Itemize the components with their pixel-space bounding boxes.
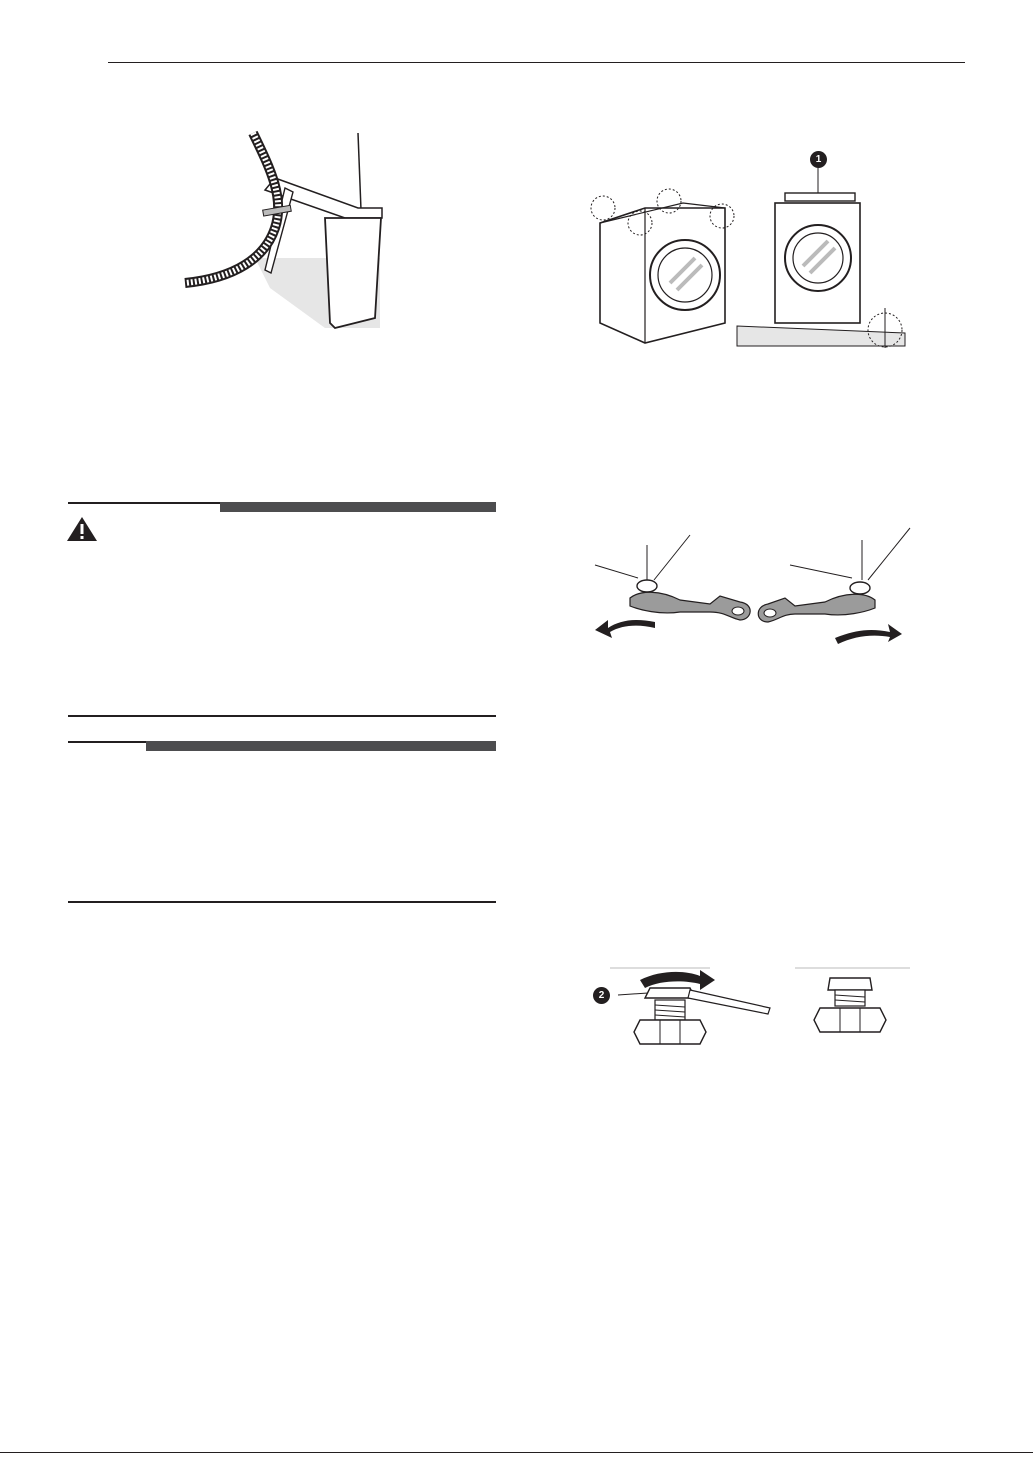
callout-marker-2: 2 [593,987,610,1004]
lock-nut-illustration [600,960,920,1060]
page-header-rule [108,62,965,63]
drain-hose-tie-illustration [175,128,395,338]
note-box-bottom-rule [68,901,496,903]
page-footer-rule [0,1452,1033,1453]
warning-header-bar [220,502,496,512]
warning-box-bottom-rule [68,715,496,717]
leveling-wrench-illustration [590,520,920,650]
level-check-illustration [585,148,915,358]
note-header-bar [146,741,496,751]
callout-marker-1: 1 [810,151,827,168]
warning-triangle-icon [66,516,98,542]
